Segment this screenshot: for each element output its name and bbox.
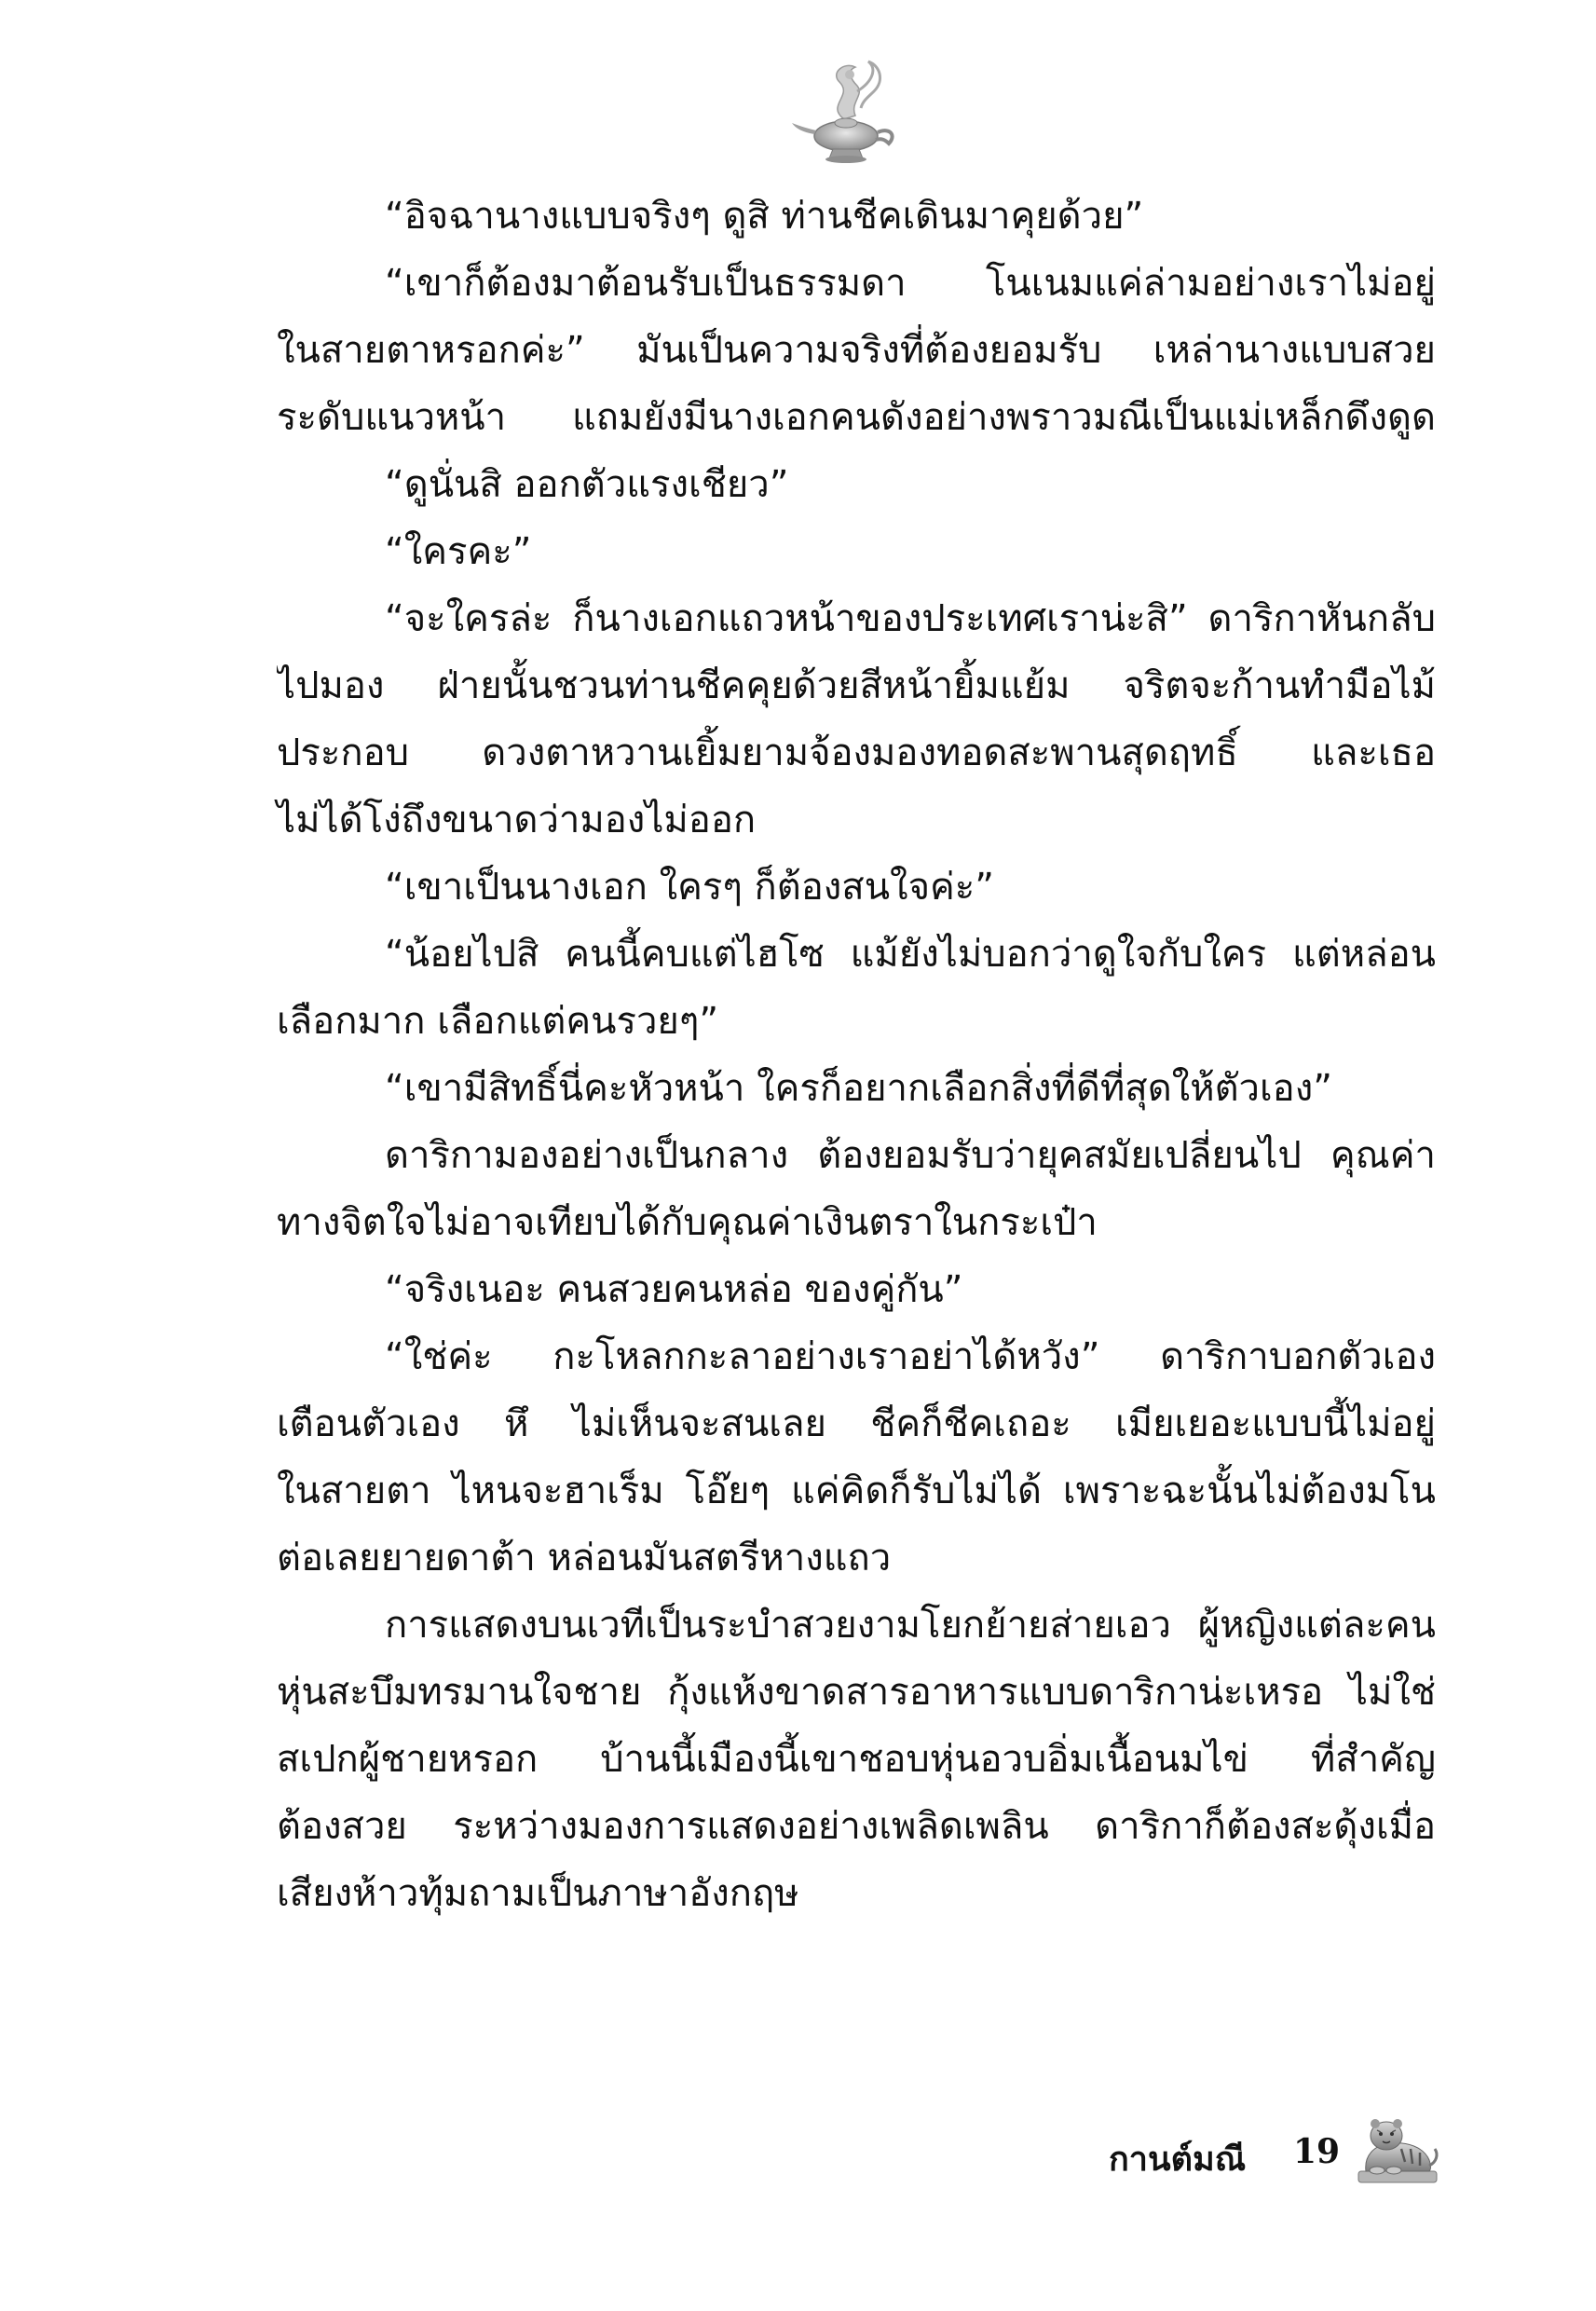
text-line: “เขามีสิทธิ์นี่คะหัวหน้า ใครก็อยากเลือกสิ่งที่ดีที่สุดให้ตัวเอง” (385, 1067, 1332, 1110)
text-line: ดาริกามองอย่างเป็นกลาง ต้องยอมรับว่ายุคสมัยเปลี่ยนไป คุณค่า (385, 1134, 1436, 1177)
text-line: “เขาเป็นนางเอก ใครๆ ก็ต้องสนใจค่ะ” (385, 866, 994, 909)
text-line: ประกอบ ดวงตาหวานเยิ้มยามจ้องมองทอดสะพานสุดฤทธิ์ และเธอ (277, 732, 1436, 774)
text-line: “ใครคะ” (385, 530, 532, 573)
text-line: “เขาก็ต้องมาต้อนรับเป็นธรรมดา โนเนมแค่ล่ามอย่างเราไม่อยู่ (385, 262, 1436, 305)
text-line: เตือนตัวเอง หึ ไม่เห็นจะสนเลย ชีคก็ชีคเถอะ เมียเยอะแบบนี้ไม่อยู่ (277, 1402, 1436, 1445)
page-footer (1109, 2113, 1444, 2188)
text-line: “อิจฉานางแบบจริงๆ ดูสิ ท่านชีคเดินมาคุยด้วย” (385, 195, 1144, 238)
text-line: เสียงห้าวทุ้มถามเป็นภาษาอังกฤษ (277, 1872, 799, 1915)
text-line: “น้อยไปสิ คนนี้คบแต่ไฮโซ แม้ยังไม่บอกว่าดูใจกับใคร แต่หล่อน (385, 933, 1436, 976)
text-line: “ใช่ค่ะ กะโหลกกะลาอย่างเราอย่าได้หวัง” ดาริกาบอกตัวเอง (385, 1335, 1436, 1378)
text-line: ต่อเลยยายดาต้า หล่อนมันสตรีหางแถว (277, 1537, 892, 1579)
text-line: การแสดงบนเวทีเป็นระบำสวยงามโยกย้ายส่ายเอว ผู้หญิงแต่ละคน (385, 1604, 1436, 1647)
text-line: “ดูนั่นสิ ออกตัวแรงเชียว” (385, 463, 789, 506)
text-line: ไม่ได้โง่ถึงขนาดว่ามองไม่ออก (277, 799, 757, 841)
text-line: ระดับแนวหน้า แถมยังมีนางเอกคนดังอย่างพราวมณีเป็นแม่เหล็กดึงดูด (277, 396, 1436, 439)
text-line: หุ่นสะบึมทรมานใจชาย กุ้งแห้งขาดสารอาหารแบบดาริกาน่ะเหรอ ไม่ใช่ (277, 1671, 1436, 1714)
text-line: สเปกผู้ชายหรอก บ้านนี้เมืองนี้เขาชอบหุ่นอวบอิ่มเนื้อนมไข่ ที่สำคัญ (277, 1738, 1436, 1781)
text-line: ไปมอง ฝ่ายนั้นชวนท่านชีคคุยด้วยสีหน้ายิ้มแย้ม จริตจะก้านทำมือไม้ (277, 664, 1436, 707)
text-line: “จะใครล่ะ ก็นางเอกแถวหน้าของประเทศเราน่ะสิ” ดาริกาหันกลับ (385, 597, 1436, 640)
page-number: 19 (1293, 2132, 1341, 2171)
text-line: ในสายตา ไหนจะฮาเร็ม โอ๊ยๆ แค่คิดก็รับไม่ได้ เพราะฉะนั้นไม่ต้องมโน (277, 1470, 1436, 1512)
book-title: กานต์มณี (1109, 2140, 1247, 2179)
text-line: ทางจิตใจไม่อาจเทียบได้กับคุณค่าเงินตราในกระเป๋า (277, 1201, 1098, 1244)
text-line: เลือกมาก เลือกแต่คนรวยๆ” (277, 1000, 719, 1043)
text-line: “จริงเนอะ คนสวยคนหล่อ ของคู่กัน” (385, 1268, 963, 1311)
tiger-icon (1353, 2113, 1442, 2188)
body-text (277, 183, 1436, 1927)
text-line: ในสายตาหรอกค่ะ” มันเป็นความจริงที่ต้องยอมรับ เหล่านางแบบสวย (277, 329, 1436, 372)
genie-lamp-icon (788, 54, 904, 170)
text-line: ต้องสวย ระหว่างมองการแสดงอย่างเพลิดเพลิน ดาริกาก็ต้องสะดุ้งเมื่อ (277, 1805, 1436, 1848)
